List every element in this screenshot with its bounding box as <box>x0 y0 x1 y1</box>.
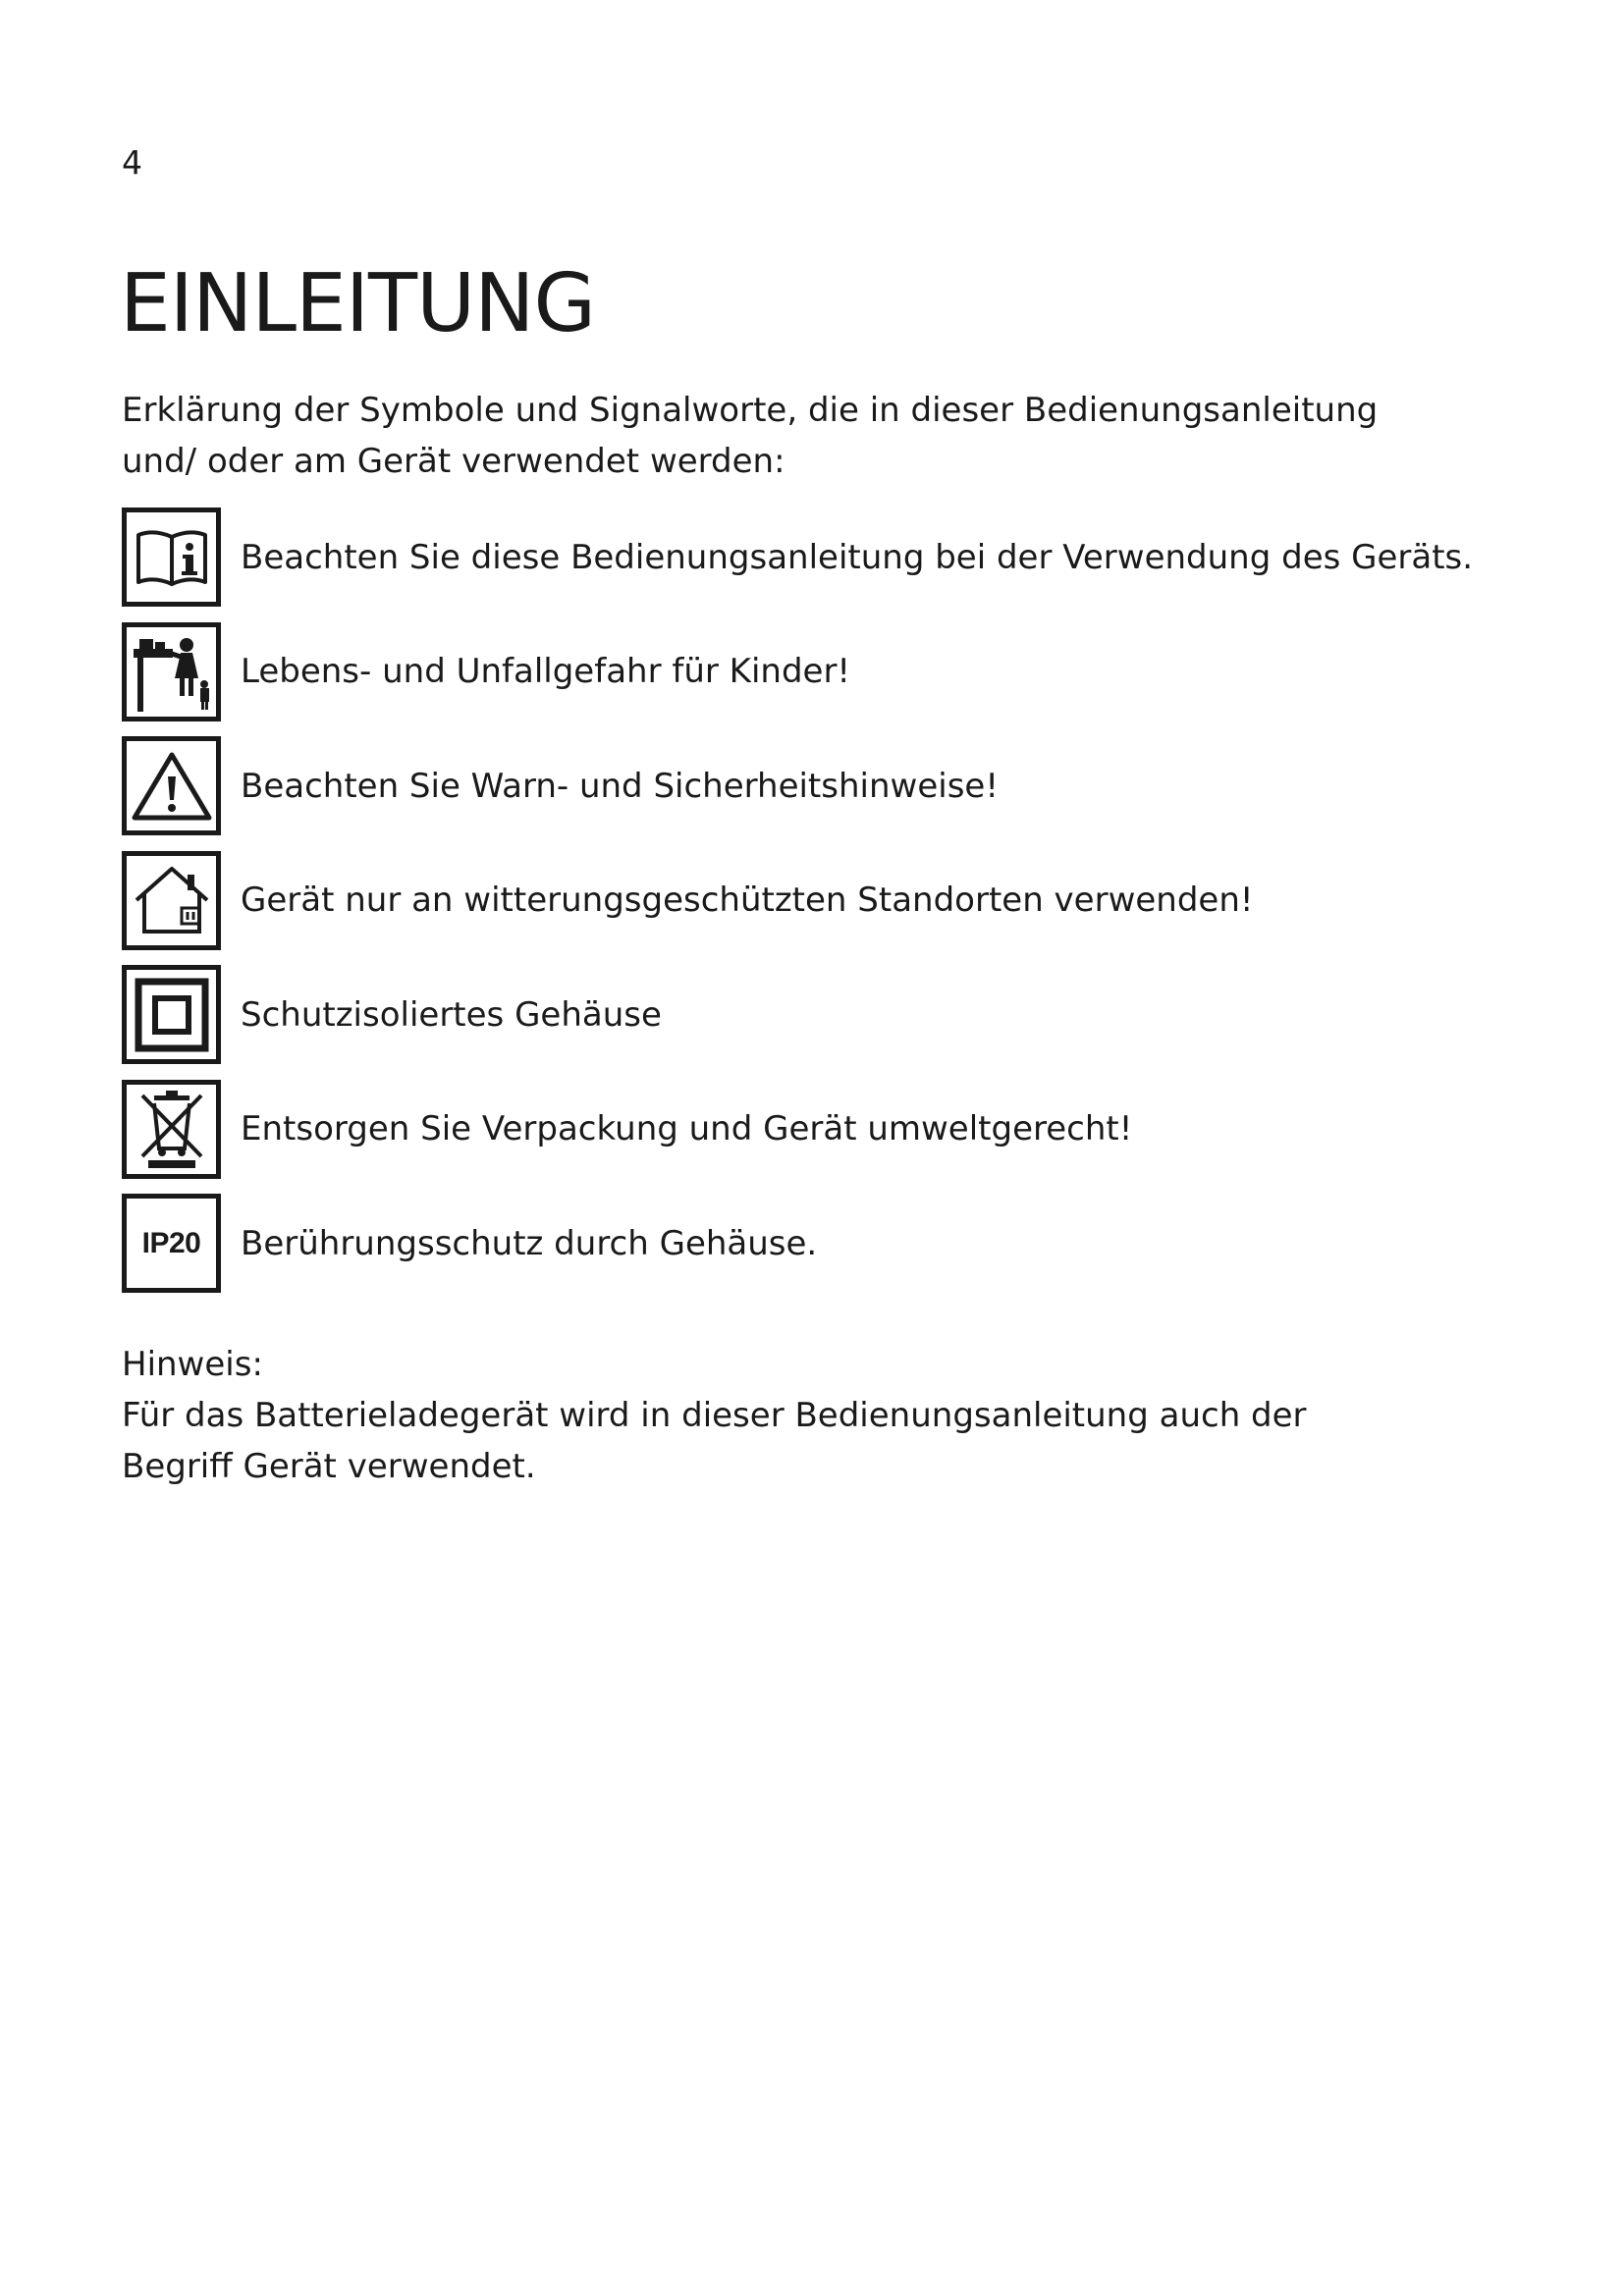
manual-info-icon <box>122 507 221 607</box>
indoor-use-icon <box>122 851 221 950</box>
list-item <box>122 736 1457 835</box>
list-item <box>122 507 1474 607</box>
page-title: EINLEITUNG <box>120 257 596 350</box>
page-number: 4 <box>122 143 142 182</box>
intro-text: Erklärung der Symbole und Signalworte, die in dieser Bedienungsanleitung und/ oder am Gerät verwendet werden: <box>122 391 1379 481</box>
weee-crossed-bin-icon <box>122 1080 221 1179</box>
ip20-label: IP20 <box>141 1226 201 1259</box>
child-hazard-icon <box>122 622 221 721</box>
symbol-description: Gerät nur an witterungsgeschützten Standorten verwenden! <box>241 881 1254 920</box>
note-heading: Hinweis: <box>122 1345 263 1384</box>
ip20-icon <box>122 1194 221 1293</box>
list-item <box>122 851 1457 950</box>
warning-triangle-icon <box>122 736 221 835</box>
symbol-description: Lebens- und Unfallgefahr für Kinder! <box>241 652 851 691</box>
note-text: Für das Batterieladegerät wird in dieser Bedienungsanleitung auch der Begriff Gerät verwendet. <box>122 1396 1307 1486</box>
list-item <box>122 965 1457 1064</box>
list-item <box>122 1080 1457 1179</box>
note-section <box>122 1339 1428 1492</box>
symbol-description: Schutzisoliertes Gehäuse <box>241 994 662 1035</box>
list-item <box>122 622 1457 721</box>
double-insulation-icon <box>122 965 221 1064</box>
symbol-description: Beachten Sie diese Bedienungsanleitung bei der Verwendung des Geräts. <box>241 537 1474 577</box>
symbol-list <box>122 507 1474 1308</box>
symbol-description: Entsorgen Sie Verpackung und Gerät umweltgerecht! <box>241 1109 1133 1148</box>
symbol-description: Berührungsschutz durch Gehäuse. <box>241 1223 818 1263</box>
symbol-description: Beachten Sie Warn- und Sicherheitshinweise! <box>241 766 999 806</box>
list-item <box>122 1194 1457 1293</box>
